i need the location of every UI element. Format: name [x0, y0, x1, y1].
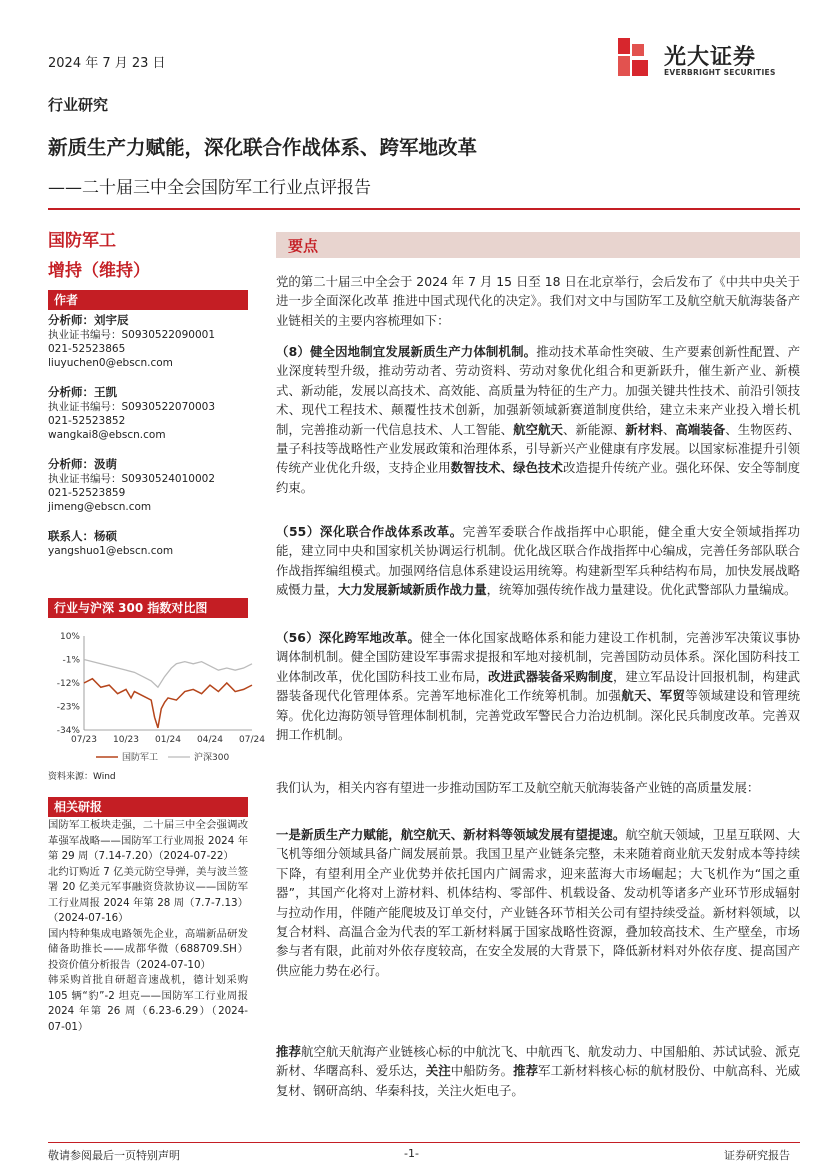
section-56-heading: （56）深化跨军地改革。 [276, 630, 421, 645]
section-8-bold: 航空航天 [513, 421, 564, 437]
title-divider [48, 208, 800, 210]
chart-x-tick-label: 07/24 [239, 735, 265, 745]
section-56-bold: 改进武器装备采购制度 [488, 668, 613, 684]
report-title: 新质生产力赋能，深化联合作战体系、跨军地改革 [48, 136, 478, 159]
recommendation-paragraph [276, 1042, 800, 1100]
view-1-paragraph [276, 825, 800, 980]
intro-paragraph: 党的第二十届三中全会于 2024 年 7 月 15 日至 18 日在北京举行，会后发布了《中共中央关于进一步全面深化改革 推进中国式现代化的决定》。我们对文中与国防军工及航空航天航海装备产业链相关的主要内容梳理如下： [276, 274, 800, 328]
analyst-email[interactable]: wangkai8@ebscn.com [48, 429, 166, 441]
analyst-email[interactable]: jimeng@ebscn.com [48, 501, 152, 513]
analyst-license: 执业证书编号：S0930522070003 [48, 401, 216, 413]
legend-label-defense: 国防军工 [122, 753, 159, 763]
section-8-heading: （8）健全因地制宜发展新质生产力体制机制。 [276, 344, 537, 359]
section-55-text: 完善军委联合作战指挥中心职能，健全重大安全领域指挥功能，建立同中央和国家机关协调运行机制。优化战区联合作战指挥中心编成，完善任务部队联合作战指挥编组模式。加强网络信息体系建设运用统筹。构建新型军兵种结构布局，加快发展战略威慑力量， [276, 524, 800, 598]
rec-text: 中船防务。 [450, 1063, 514, 1079]
everbright-logo-icon [618, 38, 648, 78]
section-56-text: ，建立军品设计回报机制，构建武器装备现代化管理体系。完善军地标准化工作统筹机制。加强 [276, 668, 801, 704]
analyst-name: 分析师：王凯 [48, 385, 117, 399]
view-1-heading: 一是新质生产力赋能，航空航天、新材料等领域发展有望提速。 [276, 827, 626, 842]
contact-name: 联系人：杨硕 [48, 529, 117, 543]
section-8-text: 、生物医药、量子科技等战略性产业发展政策和治理体系，引导新兴产业健康有序发展。以国家标准提升引领传统产业优化升级，支持企业用 [276, 421, 801, 476]
research-item[interactable]: 国防军工板块走强，二十届三中全会强调改革强军战略——国防军工行业周报 2024 年第 29 周（7.14-7.20）（2024-07-22） [48, 819, 248, 862]
analyst-item [48, 312, 248, 370]
chart-x-tick-label: 10/23 [113, 735, 139, 745]
analyst-item [48, 456, 248, 514]
chart-y-tick-label: -23% [56, 702, 80, 713]
research-list [48, 818, 248, 1035]
analyst-email[interactable]: liuyuchen0@ebscn.com [48, 357, 173, 369]
section-56-text: 健全一体化国家战略体系和能力建设工作机制，完善涉军决策议事协调体制机制。健全国防建设军事需求提报和军地对接机制，完善国防动员体系。深化国防科技工业体制改革，优化国防科技工业布局， [276, 630, 801, 684]
section-8-text: 、 [662, 421, 676, 437]
research-item[interactable]: 韩采购首批自研超音速战机，德计划采购 105 辆“豹”-2 坦克——国防军工行业周报 2024 年第 26 周（6.23-6.29）（2024-07-01） [48, 974, 248, 1033]
chart-y-tick-label: -34% [56, 726, 80, 736]
authors-heading: 作者 [48, 290, 248, 310]
analyst-phone: 021-52523859 [48, 487, 126, 499]
research-heading: 相关研报 [48, 797, 248, 817]
chart-y-tick-label: -12% [56, 679, 80, 689]
footer-divider [48, 1142, 800, 1143]
logo-text-cn: 光大证券 [664, 45, 757, 70]
chart-x-tick-label: 01/24 [155, 735, 181, 745]
legend-label-hs300: 沪深300 [194, 753, 230, 763]
section-55-paragraph [276, 522, 800, 600]
section-8-text: 改造提升传统产业。强化环保、安全等制度约束。 [276, 460, 801, 495]
analyst-phone: 021-52523852 [48, 415, 126, 427]
footer-report-type: 证券研究报告 [724, 1149, 790, 1162]
analyst-license: 执业证书编号：S0930524010002 [48, 473, 216, 485]
sector-rating: 增持（维持） [48, 261, 150, 281]
section-8-paragraph [276, 342, 800, 497]
logo-text-en: EVERBRIGHT SECURITIES [664, 68, 776, 77]
section-56-text: 等领域建设和管理统筹。优化边海防领导管理体制机制，完善党政军警民合力治边机制。深化民兵制度改革。完善双拥工作机制。 [276, 688, 801, 743]
section-8-bold: 高端装备 [675, 421, 726, 437]
analyst-license: 执业证书编号：S0930522090001 [48, 329, 216, 341]
rec-bold: 关注 [425, 1063, 451, 1079]
index-comparison-chart [48, 624, 265, 784]
report-subtitle: ——二十届三中全会国防军工行业点评报告 [48, 178, 371, 198]
section-56-paragraph [276, 628, 800, 744]
section-55-text: ，统筹加强传统作战力量建设。优化武警部队力量编成。 [486, 582, 797, 598]
footer-disclaimer[interactable]: 敬请参阅最后一页特别声明 [48, 1149, 180, 1162]
chart-y-tick-label: -1% [62, 655, 80, 666]
rec-text: 军工新材料核心标的航材股份、中航高科、光威复材、钢研高纳、华秦科技，关注火炬电子。 [276, 1063, 801, 1098]
view-intro-paragraph: 我们认为，相关内容有望进一步推动国防军工及航空航天航海装备产业链的高质量发展： [276, 780, 760, 795]
analyst-phone: 021-52523865 [48, 343, 126, 355]
chart-svg [48, 624, 265, 784]
sector-name: 国防军工 [48, 231, 116, 251]
section-8-text: 、新能源、 [563, 421, 626, 437]
research-item[interactable]: 国内特种集成电路领先企业，高端新品研发储备助推长——成都华微（688709.SH）投资价值分析报告（2024-07-10） [48, 927, 248, 971]
analyst-name: 分析师：汲萌 [48, 457, 117, 471]
rec-text: 航空航天航海产业链核心标的中航沈飞、中航西飞、航发动力、中国船舶、苏试试验、派克新材、华曙高科、爱乐达， [276, 1044, 801, 1079]
page-number: -1- [404, 1147, 419, 1160]
view-1-text: 航空航天领域，卫星互联网、大飞机等细分领域具备广阔发展前景。我国卫星产业链条完整，未来随着商业航天发射成本等持续下降，有望利用全产业优势并依托国内广阔需求，迎来蓝海大市场崛起；大飞机作为“国之重器”，其国产化将对上游材料、机体结构、零部件、机载设备、发动机等诸多产业环节形成辐射与拉动作用，伴随产能爬坡及订单交付，产业链各环节相关公司有望持续受益。新材料领域，以复合材料、高温合金为代表的军工新材料属于国家战略性资源，叠加较高技术、生产壁垒，市场参与者有限，此前对外依存度较高，在安全发展的大背景下，降低新材料对外依存度、提高国产供应能力势在必行。 [276, 827, 801, 978]
chart-x-tick-label: 04/24 [197, 735, 223, 745]
rec-bold: 推荐 [513, 1063, 539, 1079]
rec-bold: 推荐 [276, 1044, 301, 1059]
section-8-bold: 新材料 [625, 421, 663, 437]
analyst-item [48, 384, 248, 442]
section-8-text: 推动技术革命性突破、生产要素创新性配置、产业深度转型升级，推动劳动者、劳动资料、劳动对象优化组合和更新跃升，催生新产业、新模式、新动能，发展以高技术、高效能、高质量为特征的生产力。加强关键共性技术、前沿引领技术、现代工程技术、颠覆性技术创新，加强新领域新赛道制度供给，建立未来产业投入增长机制，完善推动新一代信息技术、人工智能、 [276, 344, 800, 437]
brand-logo [618, 38, 798, 82]
section-55-bold: 大力发展新域新质作战力量 [337, 582, 487, 598]
chart-x-tick-label: 07/23 [71, 735, 97, 745]
section-8-bold: 数智技术、绿色技术 [450, 460, 564, 476]
analyst-list [48, 312, 248, 568]
analyst-name: 分析师：刘宇辰 [48, 313, 129, 327]
report-category: 行业研究 [48, 96, 109, 114]
report-date: 2024 年 7 月 23 日 [48, 56, 166, 71]
contact-item [48, 528, 248, 558]
keypoints-heading-bar [276, 232, 800, 258]
research-item[interactable]: 北约订购近 7 亿美元防空导弹，美与波兰签署 20 亿美元军事融资贷款协议——国防军工行业周报 2024 年第 28 周（7.7-7.13）（2024-07-16） [48, 865, 248, 924]
chart-source: 资料来源：Wind [48, 772, 116, 782]
contact-email[interactable]: yangshuo1@ebscn.com [48, 545, 174, 557]
section-55-heading: （55）深化联合作战体系改革。 [276, 524, 463, 539]
chart-series-line-defense [84, 679, 252, 728]
section-56-bold: 航天、军贸 [621, 688, 686, 704]
keypoints-heading: 要点 [288, 237, 319, 255]
chart-heading: 行业与沪深 300 指数对比图 [48, 598, 248, 618]
chart-y-tick-label: 10% [59, 632, 80, 642]
